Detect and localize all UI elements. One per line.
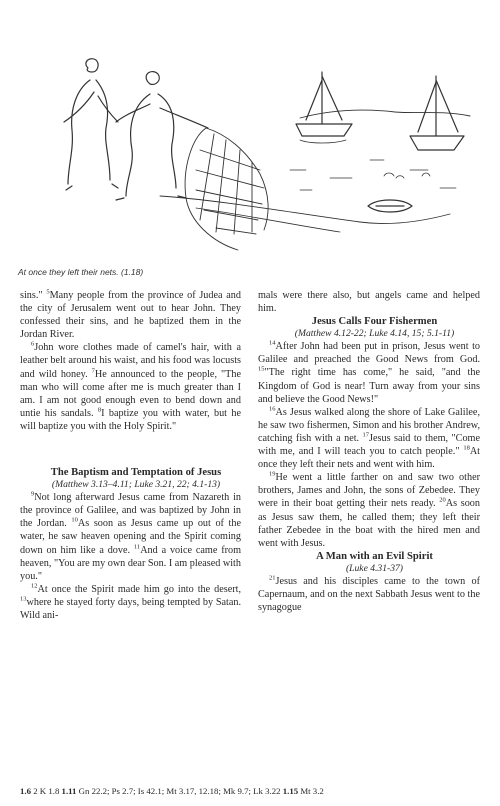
paragraph: $^{19}$He went a little farther on and saw two other brothers, James and John, the sons of Zebedee. They were in their boat getting their nets ready. $^{20}$As soon as Jesus saw them, he called them; they left their father Zebedee in the boat with the hired men and went with Jesus. xyxy=(258,470,480,549)
paragraph: $^9$Not long afterward Jesus came from Nazareth in the province of Galilee, and was baptized by John in the Jordan. $^{10}$As soon as Jesus came up out of the water, he saw heaven opening and the Spirit coming down on him like a dove. $^{11}$And a voice came from heaven, "You are my own dear Son. I am pleased with you." xyxy=(20,490,242,582)
cross-references: 1.6 2 K 1.8 1.11 Gn 22.2; Ps 2.7; Is 42.1; Mt 3.17, 12.18; Mk 9.7; Lk 3.22 1.15 Mt 3.2 xyxy=(20,786,324,796)
fisherman-right xyxy=(116,72,208,200)
paragraph: mals were there also, but angels came and helped him. xyxy=(258,290,480,315)
section-reference: (Matthew 4.12-22; Luke 4.14, 15; 5.1-11) xyxy=(294,328,455,340)
illustration-caption: At once they left their nets. (1.18) xyxy=(18,267,144,277)
rowboat xyxy=(368,200,412,212)
verse-number: 14 xyxy=(269,339,276,347)
verse-number: 6 xyxy=(31,340,35,348)
hills-line xyxy=(300,110,470,118)
verse-number: 20 xyxy=(439,497,446,505)
left-column xyxy=(20,289,241,622)
paragraph: $^6$John wore clothes made of camel's hair, with a leather belt around his waist, and his food was locusts and wild honey. $^7$He announced to the people, "The man who will come after me is much greater than I am. I am not good enough even to bend down and untie his sandals. $^8$I baptize you with water, but he will baptize you with the Holy Spirit." xyxy=(20,340,242,432)
section-reference: (Matthew 3.13–4.11; Luke 3.21, 22; 4.1-13) xyxy=(51,479,221,491)
verse-number: 17 xyxy=(362,431,370,439)
boat-left xyxy=(296,72,352,143)
section-heading: A Man with an Evil Spirit xyxy=(316,550,433,562)
section-heading: Jesus Calls Four Fishermen xyxy=(311,316,438,328)
verse-number: 13 xyxy=(20,595,27,603)
paragraph: $^{12}$At once the Spirit made him go into the desert, $^{13}$where he stayed forty days, being tempted by Satan. Wild ani- xyxy=(20,582,241,621)
paragraph: $^{14}$After John had been put in prison, Jesus went to Galilee and preached the Good News from God. $^{15}$"The right time has come," he said, "and the Kingdom of God is near! Turn away from your sins and believe the Good News!" xyxy=(258,339,480,405)
verse-number: 15 xyxy=(258,366,265,374)
verse-number: 10 xyxy=(71,516,78,524)
footnote-ref: 1.15 xyxy=(282,786,299,796)
paragraph: sins." $^5$Many people from the province of Judea and the city of Jerusalem went out to hear John. They confessed their sins, and he baptized them in the Jordan River. xyxy=(20,288,241,341)
verse-number: 7 xyxy=(91,367,95,375)
footnote-ref: 1.11 xyxy=(61,786,77,796)
verse-number: 12 xyxy=(31,582,38,590)
right-column xyxy=(258,289,480,614)
fishing-net xyxy=(185,128,268,250)
verse-number: 9 xyxy=(31,490,35,498)
footnote-ref: 1.6 xyxy=(20,786,31,796)
section-heading: The Baptism and Temptation of Jesus xyxy=(50,467,222,479)
verse-number: 16 xyxy=(269,405,276,413)
verse-number: 8 xyxy=(97,406,102,414)
verse-number: 5 xyxy=(46,288,50,296)
verse-number: 21 xyxy=(269,574,276,582)
verse-number: 18 xyxy=(463,444,470,452)
paragraph: $^{21}$Jesus and his disciples came to the town of Capernaum, and on the next Sabbath Jesus went to the synagogue xyxy=(258,574,480,614)
fisherman-left xyxy=(64,59,118,190)
section-reference: (Luke 4.31-37) xyxy=(345,562,403,574)
fishermen-illustration xyxy=(0,0,500,262)
verse-number: 19 xyxy=(269,470,276,478)
paragraph: $^{16}$As Jesus walked along the shore of Lake Galilee, he saw two fishermen, Simon and his brother Andrew, catching fish with a net. $^{17}$Jesus said to them, "Come with me, and I will teach you to catch people." $^{18}$At once they left their nets and went with him. xyxy=(258,405,480,471)
verse-number: 11 xyxy=(133,543,141,551)
